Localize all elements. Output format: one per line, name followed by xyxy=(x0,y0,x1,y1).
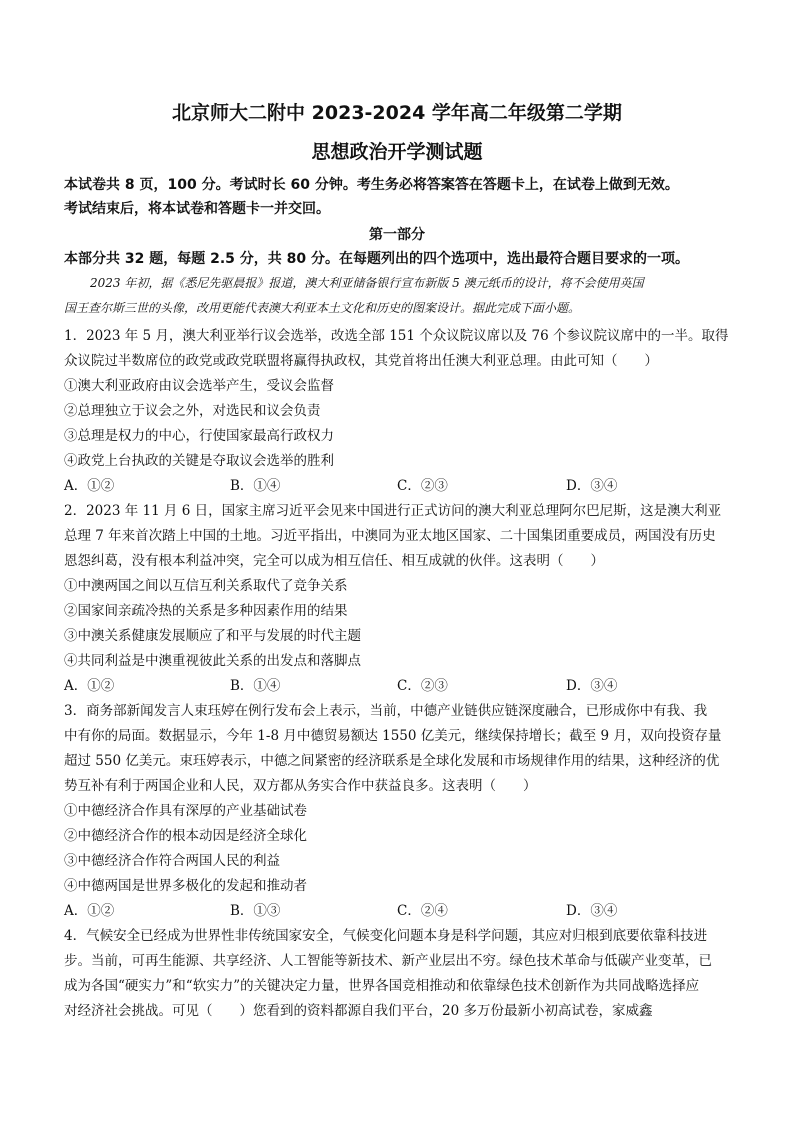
question-stem: 总理 7 年来首次踏上中国的土地。习近平指出，中澳同为亚太地区国家、二十国集团重要成员，两国没有历史 xyxy=(64,528,716,544)
statement-item: ①澳大利亚政府由议会选举产生，受议会监督 xyxy=(64,378,334,394)
question-stem: 步。当前，可再生能源、共享经济、人工智能等新技术、新产业层出不穷。绿色技术革命与低碳产业变革，已 xyxy=(64,953,712,969)
page-title: 北京师大二附中 2023-2024 学年高二年级第二学期 xyxy=(172,102,622,124)
question-stem: 3．商务部新闻发言人束珏婷在例行发布会上表示，当前，中德产业链供应链深度融合，已形成你中有我、我 xyxy=(64,703,708,719)
answer-option-b: B．①④ xyxy=(230,478,281,494)
answer-option-c: C．②④ xyxy=(397,903,448,919)
question-stem: 势互补有利于两国企业和人民，双方都从务实合作中获益良多。这表明（ ） xyxy=(64,778,537,794)
answer-option-a: A．①② xyxy=(64,678,115,694)
question-stem: 中有你的局面。数据显示，今年 1-8 月中德贸易额达 1550 亿美元，继续保持增长；截至 9 月，双向投资存量 xyxy=(64,728,722,744)
question-stem: 成为各国“硬实力”和“软实力”的关键决定力量，世界各国竞相推动和依靠绿色技术创新作为共同战略选择应 xyxy=(64,978,700,994)
answer-option-d: D．③④ xyxy=(566,903,618,919)
statement-item: ④共同利益是中澳重视彼此关系的出发点和落脚点 xyxy=(64,653,361,669)
statement-item: ③中德经济合作符合两国人民的利益 xyxy=(64,853,280,869)
part-description: 本部分共 32 题，每题 2.5 分，共 80 分。在每题列出的四个选项中，选出最符合题目要求的一项。 xyxy=(64,251,690,267)
statement-item: ②中德经济合作的根本动因是经济全球化 xyxy=(64,828,307,844)
statement-item: ④中德两国是世界多极化的发起和推动者 xyxy=(64,878,307,894)
answer-option-d: D．③④ xyxy=(566,478,618,494)
statement-item: ②国家间亲疏冷热的关系是多种因素作用的结果 xyxy=(64,603,348,619)
answer-option-a: A．①② xyxy=(64,478,115,494)
instruction-line: 考试结束后，将本试卷和答题卡一并交回。 xyxy=(64,201,330,217)
statement-item: ③中澳关系健康发展顺应了和平与发展的时代主题 xyxy=(64,628,361,644)
page-subtitle: 思想政治开学测试题 xyxy=(311,141,483,163)
part-title: 第一部分 xyxy=(369,227,425,243)
question-stem: 超过 550 亿美元。束珏婷表示，中德之间紧密的经济联系是全球化发展和市场规律作用的结果，这种经济的优 xyxy=(64,753,720,769)
answer-option-c: C．②③ xyxy=(397,478,448,494)
statement-item: ④政党上台执政的关键是夺取议会选举的胜利 xyxy=(64,453,334,469)
answer-option-a: A．①② xyxy=(64,903,115,919)
question-stem: 2．2023 年 11 月 6 日，国家主席习近平会见来中国进行正式访问的澳大利亚总理阿尔巴尼斯，这是澳大利亚 xyxy=(64,503,722,519)
answer-option-d: D．③④ xyxy=(566,678,618,694)
statement-item: ①中澳两国之间以互信互利关系取代了竞争关系 xyxy=(64,578,348,594)
statement-item: ③总理是权力的中心，行使国家最高行政权力 xyxy=(64,428,334,444)
question-stem: 恩怨纠葛，没有根本利益冲突，完全可以成为相互信任、相互成就的伙伴。这表明（ ） xyxy=(64,553,604,569)
question-stem: 对经济社会挑战。可见（ ）您看到的资料都源自我们平台，20 多万份最新小初高试卷，家威鑫 xyxy=(64,1003,653,1019)
answer-option-b: B．①③ xyxy=(230,903,281,919)
question-stem: 众议院过半数席位的政党或政党联盟将赢得执政权，其党首将出任澳大利亚总理。由此可知（ ） xyxy=(64,353,658,369)
question-stem: 4．气候安全已经成为世界性非传统国家安全，气候变化问题本身是科学问题，其应对归根到底要依靠科技进 xyxy=(64,928,708,944)
question-stem: 1．2023 年 5 月，澳大利亚举行议会选举，改选全部 151 个众议院议席以及 76 个参议院议席中的一半。取得 xyxy=(64,328,729,344)
statement-item: ①中德经济合作具有深厚的产业基础试卷 xyxy=(64,803,307,819)
statement-item: ②总理独立于议会之外，对选民和议会负责 xyxy=(64,403,321,419)
material-text: 2023 年初，据《悉尼先驱晨报》报道，澳大利亚储备银行宣布新版 5 澳元纸币的设计，将不会使用英国 xyxy=(90,276,644,290)
instruction-line: 本试卷共 8 页，100 分。考试时长 60 分钟。考生务必将答案答在答题卡上，在试卷上做到无效。 xyxy=(64,177,679,193)
answer-option-b: B．①④ xyxy=(230,678,281,694)
material-text: 国王查尔斯三世的头像，改用更能代表澳大利亚本土文化和历史的图案设计。据此完成下面小题。 xyxy=(64,301,581,315)
answer-option-c: C．②③ xyxy=(397,678,448,694)
